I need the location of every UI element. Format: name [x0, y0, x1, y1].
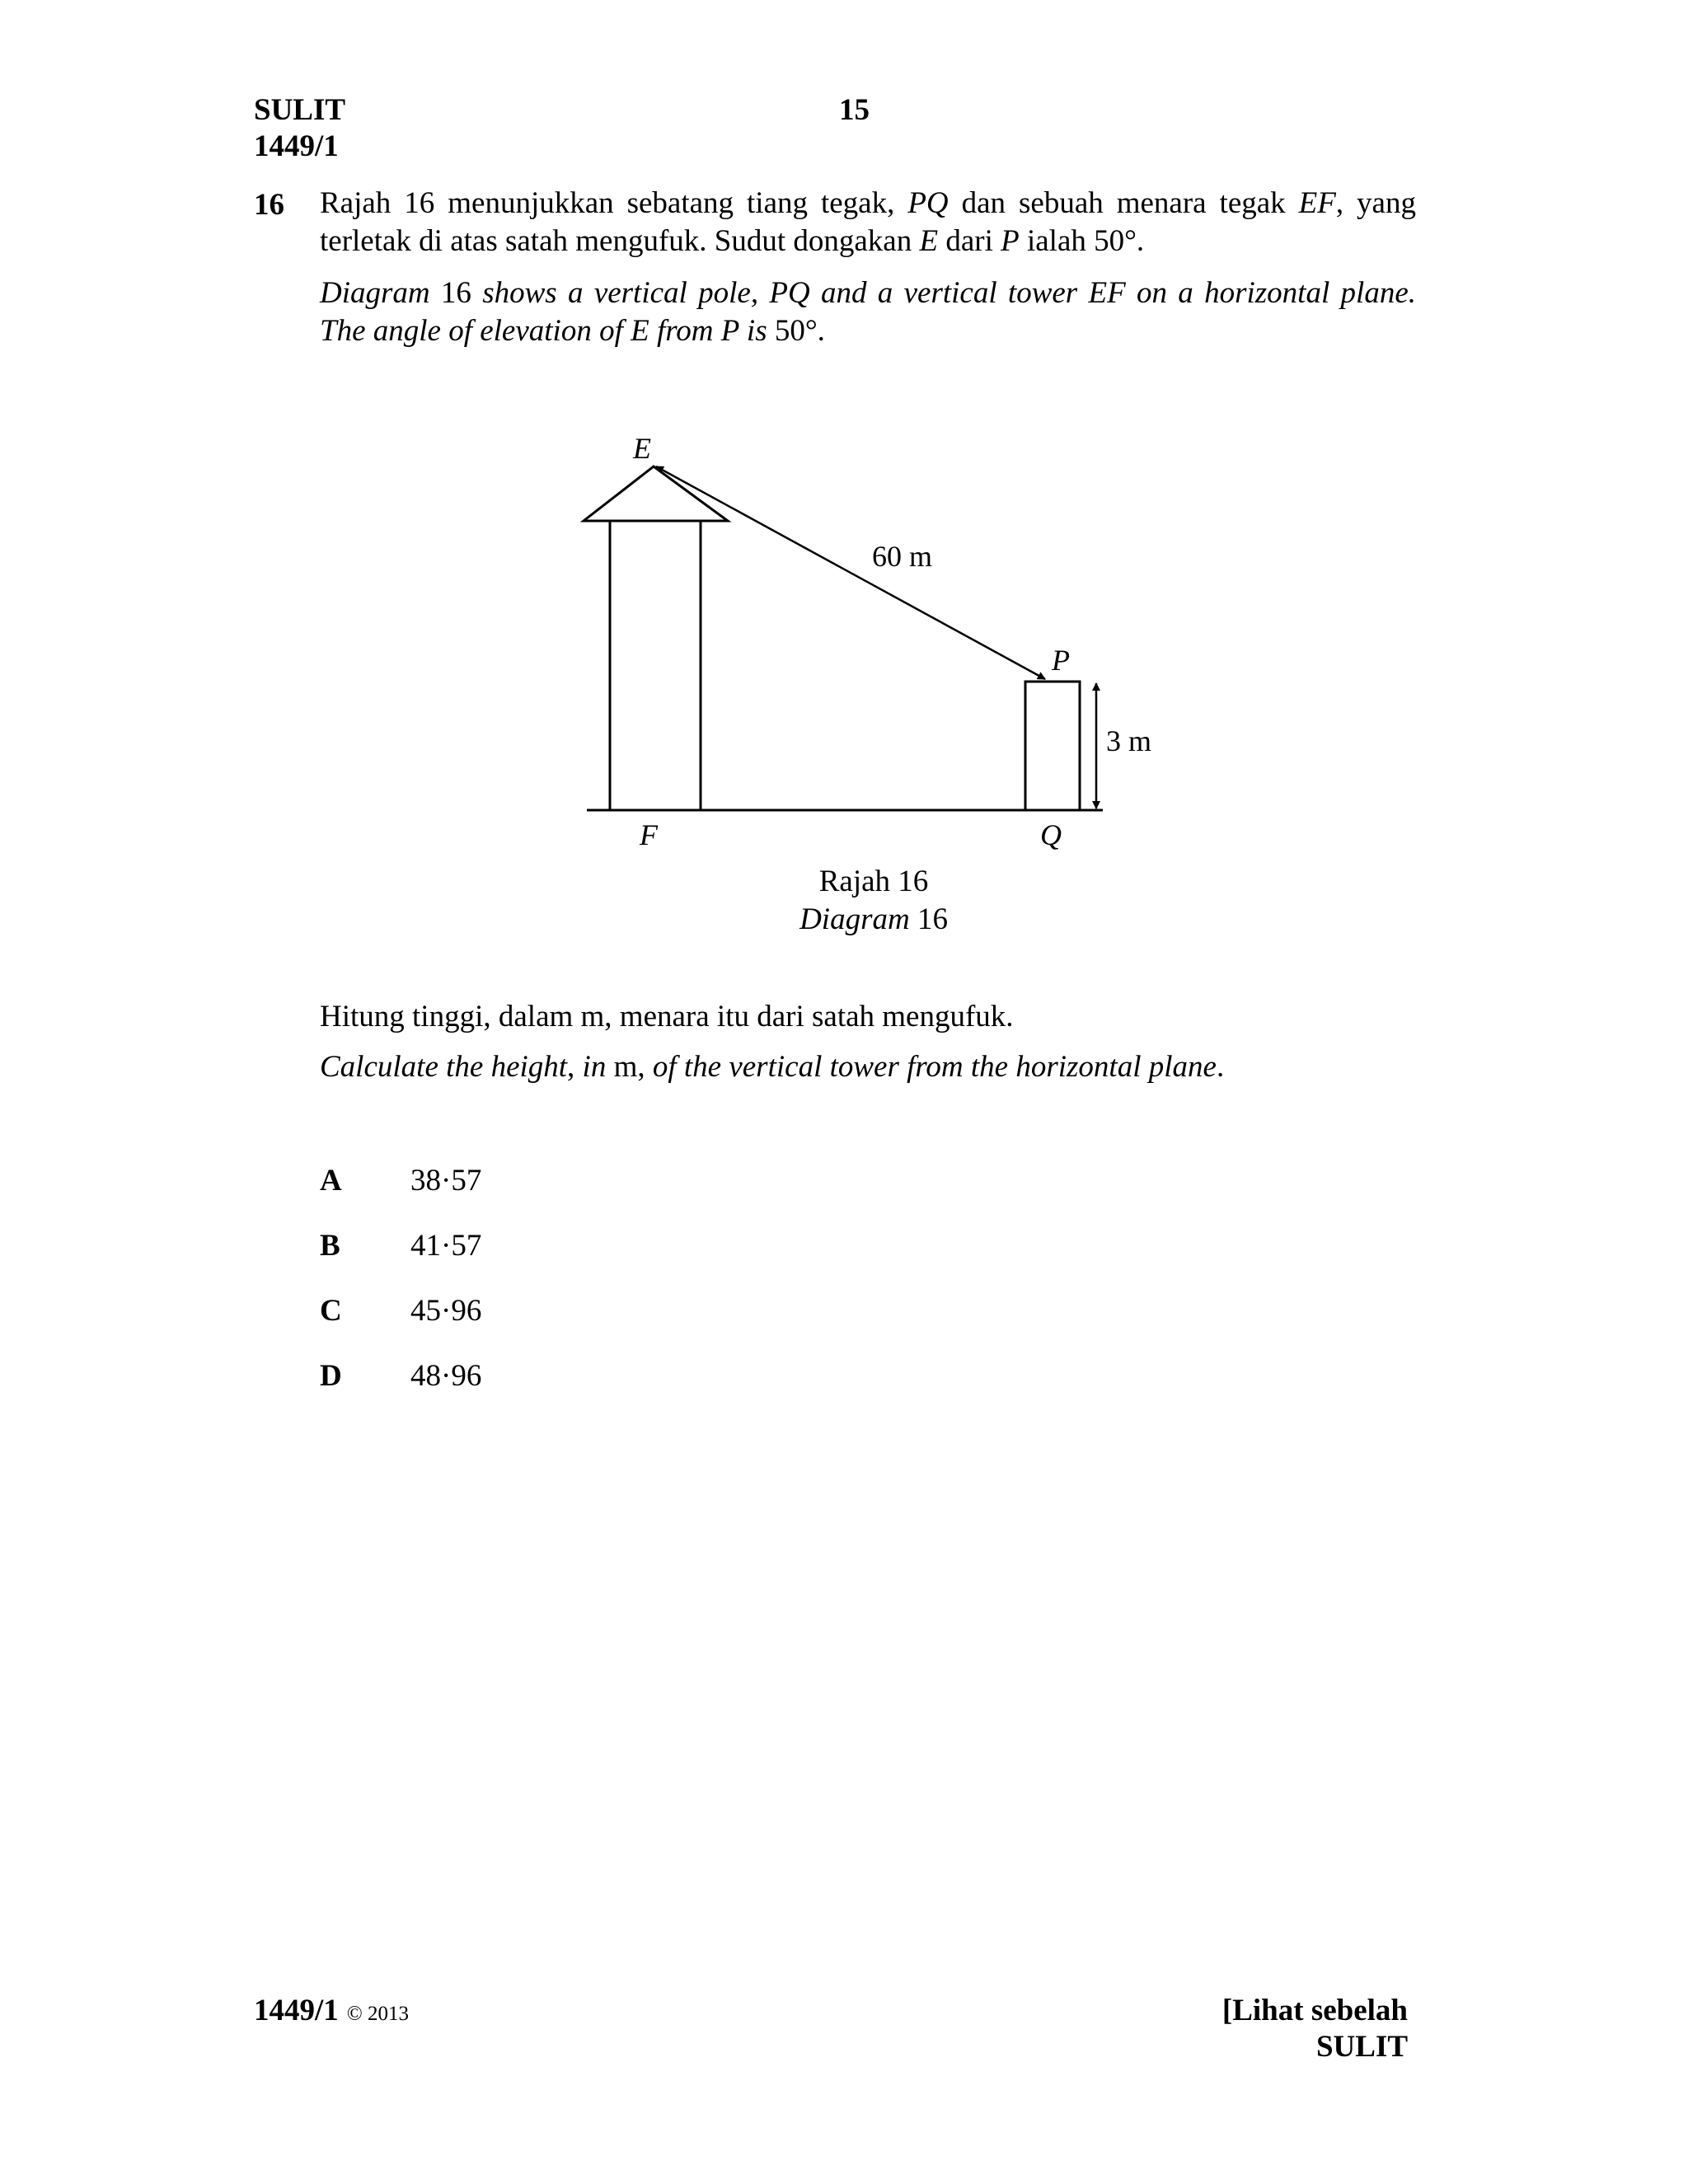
text-run: , yang terletak di atas satah mengufuk. Sudut dongakan [320, 186, 1416, 258]
footer-code: 1449/1 [254, 1994, 339, 2027]
option-a[interactable] [320, 1162, 481, 1200]
header-paper-code: 1449/1 [254, 129, 339, 163]
text-run: 16 [429, 276, 483, 310]
footer-see-next-page: [Lihat sebelah [1221, 1994, 1408, 2027]
question-number: 16 [254, 188, 284, 222]
option-value: 38·57 [410, 1164, 482, 1197]
footer-copyright: © 2013 [346, 2003, 410, 2025]
option-letter: A [320, 1164, 342, 1197]
label-Q: Q [1040, 818, 1062, 851]
option-d[interactable] [320, 1357, 481, 1395]
pole-body [1025, 682, 1080, 810]
label-height-PQ: 3 m [1106, 724, 1152, 757]
text-run: m, [606, 1050, 653, 1084]
text-run: P [1001, 224, 1020, 258]
text-run: Rajah 16 menunjukkan sebatang tiang tegak, [320, 186, 908, 220]
footer-paper-code [254, 1993, 409, 2032]
page-number: 15 [839, 93, 870, 127]
option-letter: C [320, 1294, 342, 1328]
question-stem-english [320, 274, 1416, 350]
diagram-caption-malay: Rajah 16 [818, 865, 929, 898]
text-run: EF [1298, 186, 1336, 220]
tower-body [610, 521, 701, 810]
label-P: P [1052, 644, 1070, 677]
label-E: E [633, 432, 651, 465]
line-EP [656, 466, 1045, 679]
text-run: dari [938, 224, 1001, 258]
option-letter: B [320, 1229, 340, 1263]
question-ask-malay: Hitung tinggi, dalam m, menara itu dari satah mengufuk. [320, 1000, 1014, 1033]
text-run: in [582, 1050, 607, 1084]
header-sulit: SULIT [254, 93, 346, 127]
text-run: 16 [909, 902, 948, 936]
text-run: 50°. [767, 314, 825, 348]
text-run: , [567, 1050, 583, 1084]
text-run: E [919, 224, 939, 258]
text-run: . [1216, 1050, 1225, 1084]
option-value: 41·57 [410, 1229, 482, 1263]
label-F: F [640, 818, 658, 851]
text-run: PQ [907, 186, 949, 220]
text-run: dan sebuah menara tegak [948, 186, 1299, 220]
text-run: of the vertical tower from the horizontal plane [652, 1050, 1217, 1084]
text-run: Diagram [320, 276, 430, 310]
option-letter: D [320, 1359, 342, 1393]
option-c[interactable] [320, 1292, 481, 1330]
text-run: shows a vertical pole, PQ and a vertical tower EF on a horizontal plane. The angle of elevation of E from P is [320, 276, 1416, 348]
footer-right [1222, 1993, 1408, 2065]
text-run: Diagram [799, 902, 910, 936]
label-distance-EP: 60 m [872, 540, 933, 573]
question-ask-english [320, 1048, 1224, 1086]
option-b[interactable] [320, 1227, 481, 1265]
footer-sulit: SULIT [1315, 2030, 1408, 2064]
text-run: ialah 50°. [1019, 224, 1145, 258]
option-value: 48·96 [410, 1359, 482, 1393]
diagram-caption-english [742, 901, 1006, 939]
question-stem-malay [320, 185, 1416, 260]
option-value: 45·96 [410, 1294, 482, 1328]
text-run: Calculate the height [320, 1050, 568, 1084]
diagram-16 [569, 429, 1179, 857]
